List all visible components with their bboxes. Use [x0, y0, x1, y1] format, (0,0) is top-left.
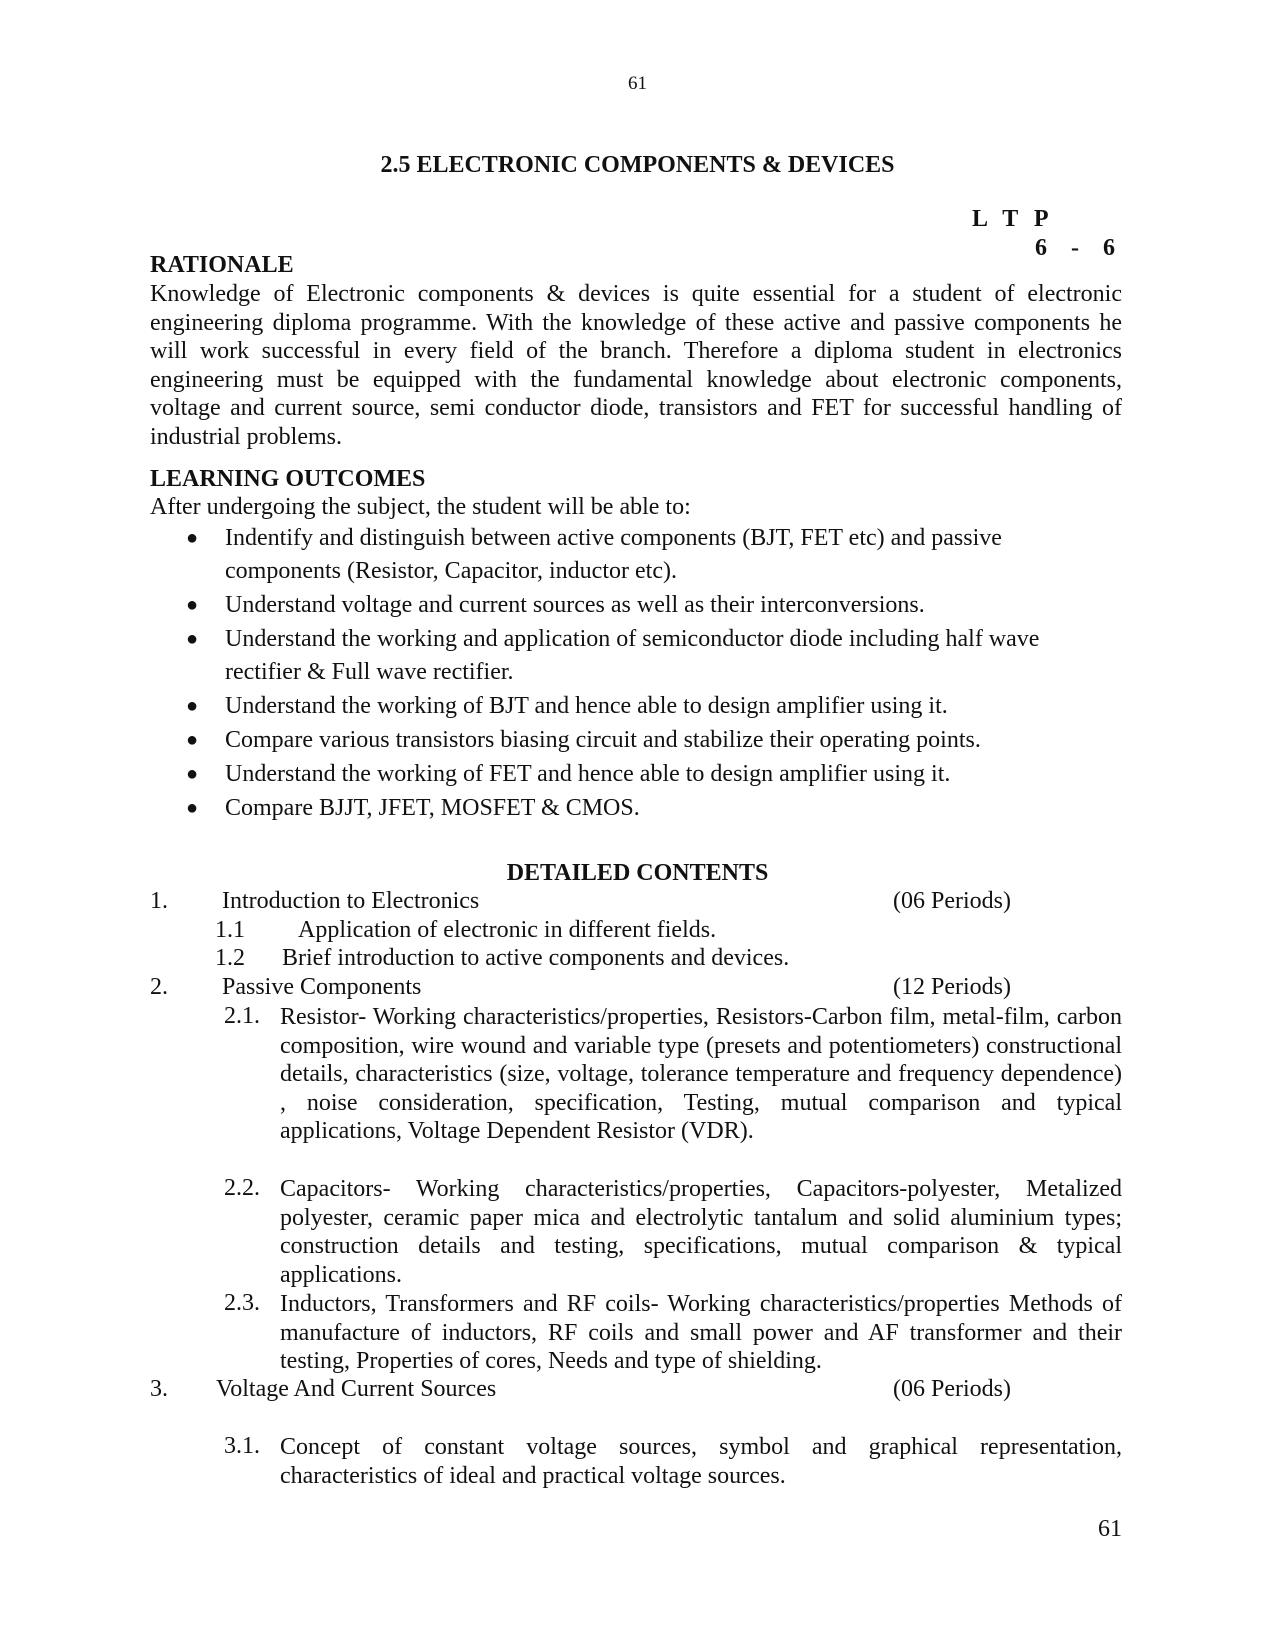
subunit-text: Inductors, Transformers and RF coils- Working characteristics/properties Methods of manufacture of inductors, RF coils and small power and AF transformer and their testing, Properties of cores, Needs and type of shielding. — [280, 1291, 1122, 1375]
unit-title: Voltage And Current Sources — [216, 1376, 497, 1402]
unit-title: Passive Components — [222, 974, 422, 1000]
page-number-bottom: 61 — [1098, 1516, 1122, 1542]
subunit-text: Brief introduction to active components and devices. — [282, 945, 790, 971]
list-item: ● Understand the working of BJT and hence able to design amplifier using it. — [150, 690, 1050, 723]
rationale-heading: RATIONALE — [150, 252, 294, 278]
page-title: 2.5 ELECTRONIC COMPONENTS & DEVICES — [380, 152, 895, 178]
list-item: ● Understand the working and application of semiconductor diode including half wave rectifier & Full wave rectifier. — [150, 623, 1050, 689]
ltp-values: 6 - 6 — [1035, 235, 1115, 261]
list-item: ● Indentify and distinguish between active components (BJT, FET etc) and passive components (Resistor, Capacitor, inductor etc). — [150, 522, 1050, 588]
list-item: ● Compare various transistors biasing circuit and stabilize their operating points. — [150, 724, 1050, 757]
detailed-contents-heading: DETAILED CONTENTS — [506, 860, 769, 886]
subunit-text: Concept of constant voltage sources, symbol and graphical representation, characteristics of ideal and practical voltage sources. — [280, 1434, 1122, 1489]
learning-outcomes-heading: LEARNING OUTCOMES — [150, 466, 426, 492]
subunit-number: 2.1. — [224, 1003, 260, 1029]
learning-outcomes-list — [150, 522, 1050, 826]
unit-number: 1. — [150, 888, 168, 914]
page-number-top: 61 — [628, 73, 647, 94]
subunit-number: 2.2. — [224, 1175, 260, 1201]
bullet-icon: ● — [186, 729, 199, 751]
bullet-icon: ● — [186, 594, 199, 616]
subunit-text: Capacitors- Working characteristics/properties, Capacitors-polyester, Metalized polyester, ceramic paper mica and electrolytic tantalum and solid aluminium types; construction details and testing, specifications, mutual comparison & typical applications. — [280, 1176, 1122, 1288]
unit-periods: (06 Periods) — [893, 888, 1011, 914]
unit-periods: (06 Periods) — [893, 1376, 1011, 1402]
subunit-number: 1.1 — [215, 917, 245, 943]
list-item: ● Understand voltage and current sources as well as their interconversions. — [150, 589, 1050, 622]
bullet-icon: ● — [186, 695, 199, 717]
subunit-number: 3.1. — [224, 1433, 260, 1459]
bullet-icon: ● — [186, 628, 199, 650]
unit-title: Introduction to Electronics — [222, 888, 480, 914]
bullet-icon: ● — [186, 527, 199, 549]
unit-periods: (12 Periods) — [893, 974, 1011, 1000]
subunit-text: Resistor- Working characteristics/properties, Resistors-Carbon film, metal-film, carbon composition, wire wound and variable type (presets and potentiometers) constructional details, characteristics (size, voltage, tolerance temperature and frequency dependence) , noise consideration, specification, Testing, mutual comparison and typical applications, Voltage Dependent Resistor (VDR). — [280, 1004, 1122, 1145]
rationale-text: Knowledge of Electronic components & devices is quite essential for a student of electronic engineering diploma programme. With the knowledge of these active and passive components he will work successful in every field of the branch. Therefore a diploma student in electronics engineering must be equipped with the fundamental knowledge about electronic components, voltage and current source, semi conductor diode, transistors and FET for successful handling of industrial problems. — [150, 281, 1122, 450]
bullet-icon: ● — [186, 763, 199, 785]
unit-number: 3. — [150, 1376, 168, 1402]
ltp-header: L T P — [972, 206, 1049, 232]
unit-number: 2. — [150, 974, 168, 1000]
subunit-text: Application of electronic in different fields. — [298, 917, 717, 943]
list-item: ● Understand the working of FET and hence able to design amplifier using it. — [150, 758, 1050, 791]
bullet-icon: ● — [186, 797, 199, 819]
list-item: ● Compare BJJT, JFET, MOSFET & CMOS. — [150, 792, 1050, 825]
subunit-number: 1.2 — [215, 945, 245, 971]
subunit-number: 2.3. — [224, 1290, 260, 1316]
learning-outcomes-intro: After undergoing the subject, the student will be able to: — [150, 494, 691, 520]
